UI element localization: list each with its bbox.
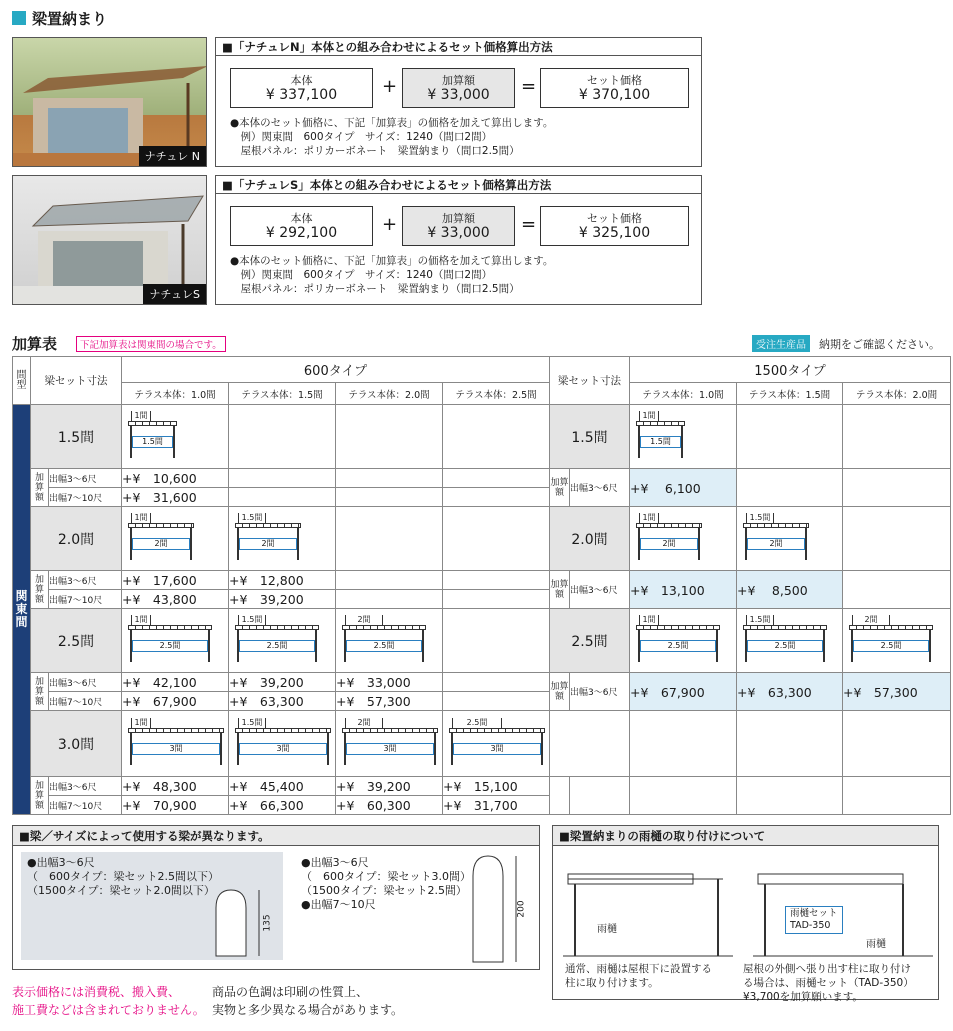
calc-note: ●本体のセット価格に、下記「加算表」の価格を加えて算出します。 例）関東間 600タイプ サイズ：1240（間口2間） 屋根パネル：ポリカーボネート 梁置納まり（間口2.5間） bbox=[230, 255, 554, 295]
beam-width-label: 2間 bbox=[345, 615, 383, 625]
post bbox=[297, 528, 299, 560]
price-cell: +¥ 10,600 bbox=[122, 469, 229, 488]
price-cell: +¥ 67,900 bbox=[630, 673, 737, 711]
section-title: 梁置納まり bbox=[32, 10, 108, 28]
kasan-note: 下記加算表は関東間の場合です。 bbox=[76, 336, 226, 352]
type-600: 600タイプ bbox=[122, 357, 550, 383]
add-label: 加算額 bbox=[31, 469, 49, 507]
add-label: 加算額 bbox=[550, 469, 570, 507]
span-label: 3間 bbox=[239, 743, 327, 755]
price-cell: +¥ 63,300 bbox=[229, 692, 336, 711]
footer-tax-note: 表示価格には消費税、搬入費、 施工費などは含まれておりません。 bbox=[12, 985, 205, 1017]
diagram-cell bbox=[122, 711, 229, 777]
diagram-cell bbox=[122, 507, 229, 571]
sub-header: テラス本体：1.0間 bbox=[630, 383, 737, 405]
row-label: 2.5間 bbox=[31, 609, 122, 673]
span-label: 2.5間 bbox=[346, 640, 422, 652]
equals-sign: = bbox=[521, 76, 537, 97]
add-price: 加算額 ¥ 33,000 bbox=[402, 68, 515, 108]
diagram-cell bbox=[630, 507, 737, 571]
span-label: 2.5間 bbox=[132, 640, 208, 652]
beam-diagram bbox=[743, 613, 823, 668]
beam-diagram bbox=[636, 511, 716, 566]
price-cell: +¥ 39,200 bbox=[229, 673, 336, 692]
kasan-table bbox=[12, 356, 951, 815]
diagram-cell bbox=[336, 405, 443, 469]
box-title: ■「ナチュレN」本体との組み合わせによるセット価格算出方法 bbox=[216, 38, 701, 56]
span-label: 3間 bbox=[132, 743, 220, 755]
row-label bbox=[550, 711, 630, 777]
price-cell: +¥ 39,200 bbox=[336, 777, 443, 796]
price-cell: +¥ 31,600 bbox=[122, 488, 229, 507]
extent-label bbox=[570, 777, 630, 815]
price-cell: +¥ 39,200 bbox=[229, 590, 336, 609]
beam-diagram bbox=[636, 409, 716, 464]
price-cell bbox=[630, 777, 737, 815]
diagram-cell bbox=[122, 405, 229, 469]
row-label: 2.5間 bbox=[550, 609, 630, 673]
price-cell: +¥ 13,100 bbox=[630, 571, 737, 609]
main-price: 本体 ¥ 337,100 bbox=[230, 68, 373, 108]
price-cell: +¥ 67,900 bbox=[122, 692, 229, 711]
span-label: 3間 bbox=[346, 743, 434, 755]
price-cell bbox=[443, 469, 550, 488]
price-cell: +¥ 8,500 bbox=[737, 571, 843, 609]
photo-label: ナチュレ N bbox=[139, 146, 206, 166]
gutter-text-normal: 通常、雨樋は屋根下に設置する 柱に取り付けます。 bbox=[565, 963, 712, 989]
diagram-cell bbox=[630, 711, 737, 777]
photo-label: ナチュレS bbox=[143, 284, 206, 304]
price-cell: +¥ 31,700 bbox=[443, 796, 550, 815]
gutter-text-set: 屋根の外側へ張り出す柱に取り付け る場合は、雨樋セット（TAD-350） ¥3,700を加算願います。 bbox=[743, 963, 914, 1003]
post bbox=[315, 630, 317, 662]
beam-diagram bbox=[128, 716, 208, 771]
beam-width-label: 2間 bbox=[345, 718, 383, 728]
beam-width-label: 1.5間 bbox=[238, 615, 266, 625]
price-cell: +¥ 15,100 bbox=[443, 777, 550, 796]
diagram-cell bbox=[737, 405, 843, 469]
diagram-cell bbox=[843, 405, 951, 469]
beam-b-text: ●出幅3～6尺 （ 600タイプ：梁セット3.0間） （1500タイプ：梁セット2.5間） ●出幅7～10尺 bbox=[301, 856, 471, 911]
beam-section bbox=[12, 825, 540, 970]
price-cell: +¥ 70,900 bbox=[122, 796, 229, 815]
beam-a-panel bbox=[21, 852, 283, 960]
gutter-diagram-set bbox=[753, 866, 933, 961]
price-cell bbox=[336, 590, 443, 609]
beam-title: ■梁／サイズによって使用する梁が異なります。 bbox=[13, 826, 539, 846]
beam-b-dim: 200 bbox=[516, 900, 527, 918]
beam-width-label: 1.5間 bbox=[238, 718, 266, 728]
beam-width-label: 1間 bbox=[639, 411, 659, 421]
extent-label: 出幅3～6尺 bbox=[570, 571, 630, 609]
diagram-cell bbox=[443, 609, 550, 673]
add-label: 加算額 bbox=[550, 571, 570, 609]
diagram-cell bbox=[630, 405, 737, 469]
diagram-cell bbox=[630, 609, 737, 673]
price-cell: +¥ 12,800 bbox=[229, 571, 336, 590]
post bbox=[327, 733, 329, 765]
set-price: セット価格 ¥ 325,100 bbox=[540, 206, 689, 246]
section-marker bbox=[12, 11, 26, 25]
beam-diagram bbox=[235, 716, 315, 771]
price-cell bbox=[443, 571, 550, 590]
beam-width-label: 2.5間 bbox=[452, 718, 502, 728]
price-cell bbox=[843, 469, 951, 507]
span-label: 2間 bbox=[239, 538, 297, 550]
extent-label: 出幅3～6尺 bbox=[49, 673, 122, 692]
post bbox=[681, 426, 683, 458]
price-cell bbox=[443, 590, 550, 609]
side-label: 関東間 bbox=[13, 405, 31, 815]
price-cell bbox=[843, 777, 951, 815]
post bbox=[698, 528, 700, 560]
post bbox=[716, 630, 718, 662]
extent-label: 出幅7～10尺 bbox=[49, 488, 122, 507]
span-label: 2.5間 bbox=[747, 640, 823, 652]
span-label: 2.5間 bbox=[239, 640, 315, 652]
diagram-cell bbox=[336, 507, 443, 571]
beam-diagram bbox=[636, 613, 716, 668]
span-label: 2間 bbox=[747, 538, 805, 550]
add-label: 加算額 bbox=[31, 571, 49, 609]
beam-diagram bbox=[449, 716, 529, 771]
post bbox=[220, 733, 222, 765]
beam-a-dim: 135 bbox=[262, 914, 273, 932]
beam-diagram bbox=[342, 716, 422, 771]
set-price: セット価格 ¥ 370,100 bbox=[540, 68, 689, 108]
extent-label: 出幅3～6尺 bbox=[570, 469, 630, 507]
beam-diagram bbox=[743, 511, 823, 566]
type-1500: 1500タイプ bbox=[630, 357, 951, 383]
extent-label: 出幅3～6尺 bbox=[49, 571, 122, 590]
span-label: 2.5間 bbox=[853, 640, 929, 652]
sub-header: テラス本体：1.5間 bbox=[737, 383, 843, 405]
extent-label: 出幅7～10尺 bbox=[49, 796, 122, 815]
sub-header: テラス本体：2.0間 bbox=[843, 383, 951, 405]
span-label: 1.5間 bbox=[640, 436, 681, 448]
post bbox=[173, 426, 175, 458]
set-price-box-s bbox=[215, 175, 702, 305]
plus-sign: + bbox=[382, 214, 398, 235]
beam-diagram bbox=[235, 511, 315, 566]
row-label: 3.0間 bbox=[31, 711, 122, 777]
diagram-cell bbox=[229, 609, 336, 673]
diagram-cell bbox=[737, 609, 843, 673]
beam-diagram bbox=[849, 613, 929, 668]
price-cell bbox=[336, 469, 443, 488]
price-cell bbox=[336, 488, 443, 507]
price-cell: +¥ 43,800 bbox=[122, 590, 229, 609]
span-label: 3間 bbox=[453, 743, 541, 755]
row-label: 2.0間 bbox=[31, 507, 122, 571]
kasan-title: 加算表 bbox=[12, 335, 58, 353]
extent-label: 出幅3～6尺 bbox=[49, 777, 122, 796]
price-cell: +¥ 57,300 bbox=[336, 692, 443, 711]
diagram-cell bbox=[336, 711, 443, 777]
span-label: 1.5間 bbox=[132, 436, 173, 448]
post bbox=[208, 630, 210, 662]
row-label: 1.5間 bbox=[550, 405, 630, 469]
price-cell bbox=[229, 469, 336, 488]
price-cell bbox=[443, 673, 550, 692]
price-cell bbox=[843, 571, 951, 609]
price-cell: +¥ 42,100 bbox=[122, 673, 229, 692]
post bbox=[823, 630, 825, 662]
post bbox=[422, 630, 424, 662]
beam-width-label: 1間 bbox=[639, 615, 659, 625]
price-cell bbox=[737, 469, 843, 507]
post bbox=[190, 528, 192, 560]
extent-label: 出幅3～6尺 bbox=[49, 469, 122, 488]
kasan-table-wrap bbox=[12, 356, 951, 815]
beam-width-label: 1間 bbox=[639, 513, 659, 523]
diagram-cell bbox=[443, 405, 550, 469]
price-cell: +¥ 33,000 bbox=[336, 673, 443, 692]
sub-header: テラス本体：1.5間 bbox=[229, 383, 336, 405]
price-cell bbox=[737, 777, 843, 815]
price-cell: +¥ 48,300 bbox=[122, 777, 229, 796]
gutter-set-label: 雨樋セット TAD-350 bbox=[785, 906, 843, 934]
diagram-cell bbox=[122, 609, 229, 673]
extent-label: 出幅7～10尺 bbox=[49, 692, 122, 711]
plus-sign: + bbox=[382, 76, 398, 97]
beam-width-label: 1間 bbox=[131, 513, 151, 523]
diagram-cell bbox=[737, 507, 843, 571]
beam-width-label: 1間 bbox=[131, 718, 151, 728]
row-label: 1.5間 bbox=[31, 405, 122, 469]
price-cell bbox=[443, 488, 550, 507]
price-cell bbox=[443, 692, 550, 711]
gutter-label: 雨樋 bbox=[597, 924, 617, 935]
diagram-cell bbox=[336, 609, 443, 673]
post bbox=[929, 630, 931, 662]
price-cell bbox=[229, 488, 336, 507]
diagram-cell bbox=[443, 507, 550, 571]
col-set: 梁セット寸法 bbox=[31, 357, 122, 405]
diagram-cell bbox=[737, 711, 843, 777]
price-cell: +¥ 45,400 bbox=[229, 777, 336, 796]
set-price-box-n bbox=[215, 37, 702, 167]
beam-width-label: 2間 bbox=[852, 615, 890, 625]
gutter-section bbox=[552, 825, 939, 1003]
beam-diagram bbox=[128, 409, 208, 464]
span-label: 2間 bbox=[132, 538, 190, 550]
photo-nature-s bbox=[12, 175, 207, 305]
beam-diagram bbox=[235, 613, 315, 668]
diagram-cell bbox=[843, 711, 951, 777]
col-set-r: 梁セット寸法 bbox=[550, 357, 630, 405]
beam-width-label: 1.5間 bbox=[746, 513, 774, 523]
beam-a-text: ●出幅3～6尺 （ 600タイプ：梁セット2.5間以下） （1500タイプ：梁セット2.0間以下） bbox=[27, 856, 219, 897]
beam-width-label: 1間 bbox=[131, 411, 151, 421]
add-label: 加算額 bbox=[31, 777, 49, 815]
row-label: 2.0間 bbox=[550, 507, 630, 571]
sub-header: テラス本体：2.5間 bbox=[443, 383, 550, 405]
diagram-cell bbox=[843, 609, 951, 673]
made-to-order-badge: 受注生産品 bbox=[752, 335, 810, 352]
add-label bbox=[550, 777, 570, 815]
footer-color-note: 商品の色調は印刷の性質上、 実物と多少異なる場合があります。 bbox=[212, 985, 404, 1017]
beam-width-label: 1.5間 bbox=[238, 513, 266, 523]
gutter-label: 雨樋 bbox=[866, 939, 886, 950]
beam-diagram bbox=[342, 613, 422, 668]
post bbox=[434, 733, 436, 765]
col-ma: 間型 bbox=[13, 357, 31, 405]
sub-header: テラス本体：1.0間 bbox=[122, 383, 229, 405]
price-cell: +¥ 17,600 bbox=[122, 571, 229, 590]
price-cell: +¥ 6,100 bbox=[630, 469, 737, 507]
box-title: ■「ナチュレS」本体との組み合わせによるセット価格算出方法 bbox=[216, 176, 701, 194]
gutter-title: ■梁置納まりの雨樋の取り付けについて bbox=[553, 826, 938, 846]
beam-width-label: 1.5間 bbox=[746, 615, 774, 625]
price-cell: +¥ 63,300 bbox=[737, 673, 843, 711]
made-note: 納期をご確認ください。 bbox=[819, 338, 940, 351]
post bbox=[541, 733, 543, 765]
beam-diagram bbox=[128, 511, 208, 566]
sub-header: テラス本体：2.0間 bbox=[336, 383, 443, 405]
price-cell: +¥ 60,300 bbox=[336, 796, 443, 815]
equals-sign: = bbox=[521, 214, 537, 235]
beam-diagram bbox=[128, 613, 208, 668]
main-price: 本体 ¥ 292,100 bbox=[230, 206, 373, 246]
add-label: 加算額 bbox=[550, 673, 570, 711]
diagram-cell bbox=[229, 711, 336, 777]
diagram-cell bbox=[443, 711, 550, 777]
price-cell: +¥ 66,300 bbox=[229, 796, 336, 815]
gutter-diagram-normal bbox=[563, 866, 733, 961]
diagram-cell bbox=[229, 507, 336, 571]
add-label: 加算額 bbox=[31, 673, 49, 711]
span-label: 2間 bbox=[640, 538, 698, 550]
price-cell: +¥ 57,300 bbox=[843, 673, 951, 711]
add-price: 加算額 ¥ 33,000 bbox=[402, 206, 515, 246]
extent-label: 出幅3～6尺 bbox=[570, 673, 630, 711]
post bbox=[805, 528, 807, 560]
diagram-cell bbox=[843, 507, 951, 571]
diagram-cell bbox=[229, 405, 336, 469]
price-cell bbox=[336, 571, 443, 590]
span-label: 2.5間 bbox=[640, 640, 716, 652]
calc-note: ●本体のセット価格に、下記「加算表」の価格を加えて算出します。 例）関東間 600タイプ サイズ：1240（間口2間） 屋根パネル：ポリカーボネート 梁置納まり（間口2.5間） bbox=[230, 117, 554, 157]
photo-nature-n bbox=[12, 37, 207, 167]
extent-label: 出幅7～10尺 bbox=[49, 590, 122, 609]
beam-width-label: 1間 bbox=[131, 615, 151, 625]
